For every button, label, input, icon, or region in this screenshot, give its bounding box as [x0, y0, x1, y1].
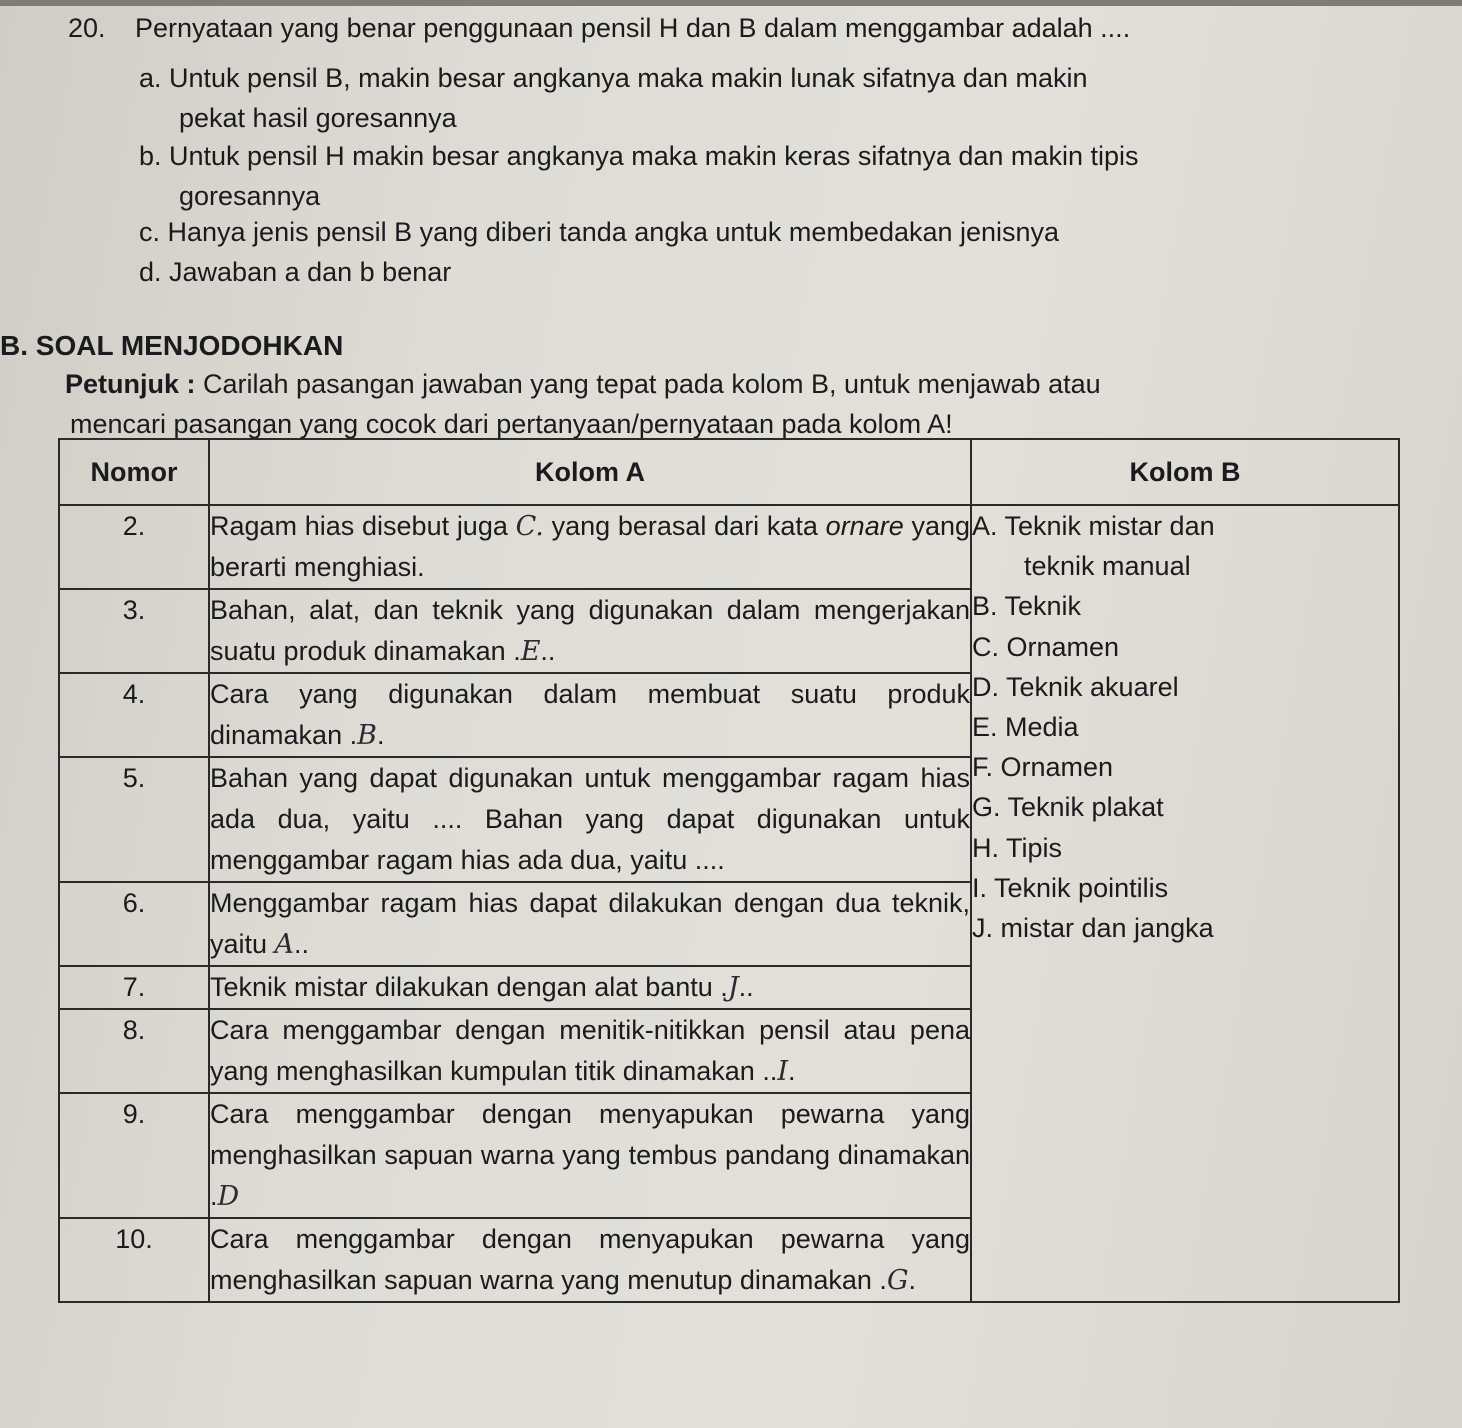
kolom-b-item: I. Teknik pointilis: [972, 872, 1169, 903]
row-number: 4.: [59, 673, 209, 757]
handwritten-answer: A: [274, 929, 295, 960]
handwritten-answer: C.: [515, 511, 544, 542]
handwritten-answer: D: [217, 1181, 240, 1212]
statement-text: Ragam hias disebut juga: [210, 511, 516, 541]
row-number: 2.: [59, 505, 209, 589]
row-statement: [209, 589, 971, 673]
row-number: 6.: [59, 882, 209, 966]
kolom-b-item: E. Media: [972, 712, 1079, 743]
header-nomor: Nomor: [59, 439, 209, 505]
kolom-b-item: A. Teknik mistar dan: [972, 511, 1215, 541]
kolom-b-item: B. Teknik: [972, 591, 1082, 622]
option-a-line1: a. Untuk pensil B, makin besar angkanya maka makin lunak sifatnya dan makin: [139, 63, 1088, 93]
row-statement: [209, 966, 971, 1009]
statement-text: .: [908, 1265, 917, 1295]
kolom-b-item: teknik manual: [1024, 551, 1191, 582]
row-statement: [209, 673, 971, 757]
row-statement: [209, 1093, 971, 1218]
header-kolom-b: Kolom B: [971, 439, 1399, 505]
kolom-b-item: J. mistar dan jangka: [972, 913, 1214, 944]
handwritten-answer: E: [520, 636, 541, 667]
statement-italic: ornare: [825, 511, 904, 541]
row-statement: [209, 1009, 971, 1093]
kolom-b-item: C. Ornamen: [972, 631, 1120, 662]
matching-table: [58, 438, 1400, 1303]
question-20-text: Pernyataan yang benar penggunaan pensil H dan B dalam menggambar adalah ....: [135, 13, 1131, 43]
row-statement: [209, 1218, 971, 1302]
handwritten-answer: I: [777, 1056, 788, 1087]
row-number: 8.: [59, 1009, 209, 1093]
kolom-b-item: H. Tipis: [972, 832, 1063, 863]
statement-text: Bahan, alat, dan teknik yang digunakan dalam mengerjakan suatu produk dinamakan .: [210, 595, 970, 666]
statement-text: yang berasal dari kata: [543, 511, 826, 541]
row-number: 3.: [59, 589, 209, 673]
option-b-line2: goresannya: [179, 181, 321, 211]
question-20-number: 20.: [68, 13, 106, 43]
row-number: 7.: [59, 966, 209, 1009]
statement-text: .: [788, 1056, 796, 1086]
instruction-text: Carilah pasangan jawaban yang tepat pada kolom B, untuk menjawab atau: [195, 369, 1101, 399]
row-number: 10.: [59, 1218, 209, 1302]
option-d: d. Jawaban a dan b benar: [139, 257, 452, 287]
kolom-b-item: G. Teknik plakat: [972, 792, 1164, 823]
row-statement: [209, 505, 971, 589]
option-c: c. Hanya jenis pensil B yang diberi tanda angka untuk membedakan jenisnya: [139, 217, 1060, 247]
statement-text: yang berarti menghiasi.: [210, 511, 970, 582]
statement-text: Menggambar ragam hias dapat dilakukan dengan dua teknik, yaitu: [210, 888, 970, 959]
table-row: [59, 505, 1399, 589]
statement-text: ..: [540, 636, 556, 666]
statement-text: .: [376, 720, 385, 750]
statement-text: Cara menggambar dengan menyapukan pewarna yang menghasilkan sapuan warna yang tembus pandang dinamakan .: [210, 1099, 970, 1211]
instruction-line2: mencari pasangan yang cocok dari pertanyaan/pernyataan pada kolom A!: [70, 409, 953, 439]
instruction-label: Petunjuk :: [65, 369, 196, 399]
handwritten-answer: G: [886, 1265, 909, 1296]
statement-text: Cara menggambar dengan menyapukan pewarna yang menghasilkan sapuan warna yang menutup dinamakan .: [210, 1224, 970, 1295]
statement-text: Cara menggambar dengan menitik-nitikkan pensil atau pena yang menghasilkan kumpulan titik dinamakan ..: [210, 1015, 970, 1086]
statement-text: ..: [294, 929, 310, 959]
statement-text: ..: [738, 972, 754, 1002]
statement-text: Teknik mistar dilakukan dengan alat bantu .: [210, 972, 728, 1002]
instruction-line1: [65, 368, 1101, 400]
handwritten-answer: B: [357, 720, 377, 751]
statement-text: Bahan yang dapat digunakan untuk menggambar ragam hias ada dua, yaitu .... Bahan yang dapat digunakan untuk menggambar ragam hias ada dua, yaitu ....: [210, 763, 970, 875]
kolom-b-item: F. Ornamen: [972, 752, 1114, 783]
option-a-line2: pekat hasil goresannya: [179, 103, 457, 133]
row-number: 9.: [59, 1093, 209, 1218]
section-title: B. SOAL MENJODOHKAN: [0, 330, 344, 361]
row-statement: [209, 757, 971, 882]
row-number: 5.: [59, 757, 209, 882]
kolom-b-options: [971, 505, 1399, 1302]
header-kolom-a: Kolom A: [209, 439, 971, 505]
handwritten-answer: J: [727, 972, 739, 1003]
row-statement: [209, 882, 971, 966]
table-header-row: [59, 439, 1399, 505]
kolom-b-item: D. Teknik akuarel: [972, 671, 1179, 702]
page-top-edge: [0, 0, 1462, 6]
statement-text: Cara yang digunakan dalam membuat suatu produk dinamakan .: [210, 679, 970, 750]
option-b-line1: b. Untuk pensil H makin besar angkanya maka makin keras sifatnya dan makin tipis: [139, 141, 1139, 171]
